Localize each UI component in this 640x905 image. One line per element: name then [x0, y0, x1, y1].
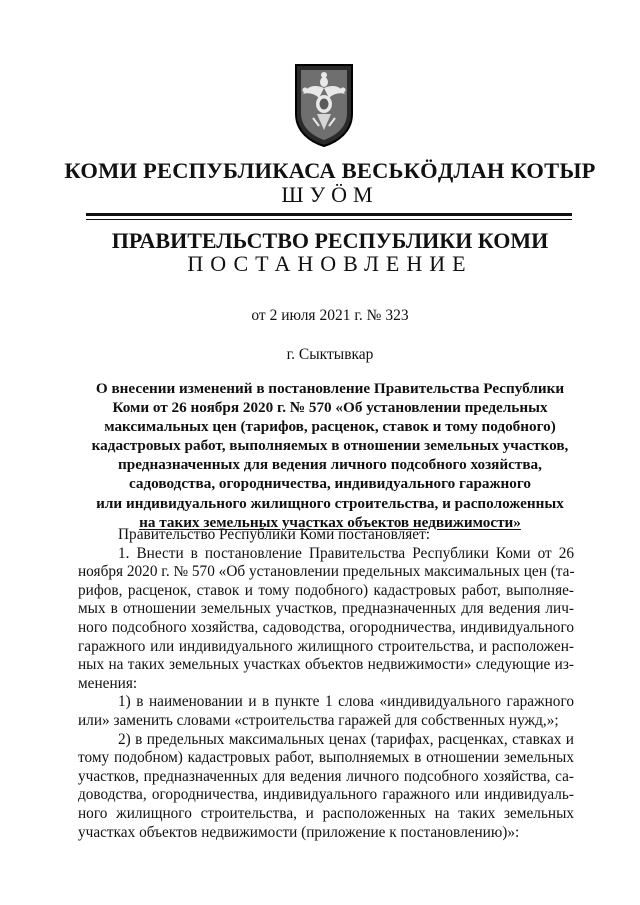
body-line: мых в отношении земельных участков, предназначенных для ведения лич- — [78, 600, 574, 618]
title-line: садоводства, огородничества, индивидуального гаражного — [128, 475, 531, 493]
body-line: ных на таких земельных участках объектов недвижимости» следующие из- — [78, 656, 574, 674]
decree-body — [78, 526, 574, 842]
city-line: г. Сыктывкар — [286, 346, 374, 363]
body-line: участков, предназначенных для ведения личного подсобного хозяйства, са- — [78, 767, 574, 785]
title-line: предназначенных для ведения личного подсобного хозяйства, — [118, 456, 542, 474]
body-line: рифов, расценок, ставок и тому подобного) кадастровых работ, выполняе- — [78, 581, 574, 599]
komi-heading-line-2: ШУӦМ — [281, 182, 379, 207]
body-line: ного подсобного хозяйства, садоводства, огородничества, индивидуального — [78, 618, 574, 636]
title-line: О внесении изменений в постановление Правительства Республики — [95, 380, 565, 397]
komi-heading-line-1: КОМИ РЕСПУБЛИКАСА ВЕСЬКӦДЛАН КОТЫР — [64, 158, 596, 183]
body-line: 1. Внести в постановление Правительства Республики Коми от 26 — [118, 544, 574, 562]
body-line: участках объектов недвижимости (приложение к постановлению)»: — [78, 823, 520, 841]
date-number-line: от 2 июля 2021 г. № 323 — [251, 307, 409, 324]
body-line: гаражного или индивидуального жилищного строительства, и расположен- — [78, 637, 574, 655]
body-line: доводства, огородничества, индивидуального гаражного или индивидуаль- — [78, 786, 574, 804]
body-line: 2) в предельных максимальных ценах (тарифах, расценках, ставках и — [118, 730, 574, 748]
body-line: ного жилищного строительства, и расположенных на таких земельных — [78, 804, 574, 822]
body-line: Правительство Республики Коми постановляет: — [118, 526, 431, 543]
body-line: тому подобном) кадастровых работ, выполняемых в отношении земельных — [78, 749, 574, 767]
body-line: менения: — [78, 674, 138, 692]
body-line: ноября 2020 г. № 570 «Об установлении предельных максимальных цен (та- — [78, 563, 575, 581]
komi-coat-of-arms-icon — [293, 62, 355, 148]
title-line-underlined-text: на таких земельных участках объектов недвижимости» — [139, 513, 521, 531]
title-line: или индивидуального жилищного строительства, и расположенных — [96, 494, 564, 512]
decree-title — [70, 379, 590, 532]
government-heading: ПРАВИТЕЛЬСТВО РЕСПУБЛИКИ КОМИ — [111, 228, 549, 253]
title-line: кадастровых работ, выполняемых в отношении земельных участков, — [91, 437, 569, 455]
document-type-heading: ПОСТАНОВЛЕНИЕ — [187, 251, 473, 276]
title-line: Коми от 26 ноября 2020 г. № 570 «Об установлении предельных — [112, 399, 548, 417]
title-line: максимальных цен (тарифов, расценок, ставок и тому подобного) — [104, 418, 556, 436]
body-line: или» заменить словами «строительства гаражей для собственных нужд,»; — [78, 711, 559, 729]
body-line: 1) в наименовании и в пункте 1 слова «индивидуального гаражного — [118, 693, 574, 711]
header-divider-thick — [86, 213, 572, 216]
header-divider-thin — [86, 219, 572, 220]
